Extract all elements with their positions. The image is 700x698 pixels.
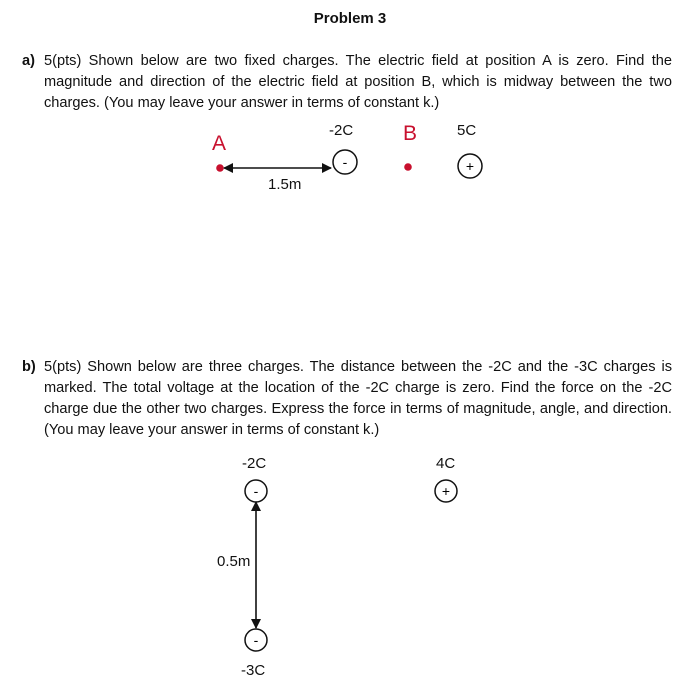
charge-sign: - xyxy=(253,632,259,648)
negative-charge-icon xyxy=(333,150,357,174)
charge-neg3-label: -3C xyxy=(241,662,266,679)
point-a-dot xyxy=(216,164,224,172)
positive-charge-icon xyxy=(458,154,482,178)
charge-sign: - xyxy=(253,483,259,499)
part-b-text: 5(pts) Shown below are three charges. The distance between the -2C and the -3C charges is marked. The total voltage at the location of the -2C charge is zero. Find the force on the -2C charge due the other two charges. Express the force in terms of magnitude, angle, and direction. (You may leave your answer in terms of constant k.) xyxy=(44,359,672,438)
distance-label-b: 0.5m xyxy=(217,553,251,570)
charge-neg2-label-b: -2C xyxy=(242,455,267,472)
point-b-dot xyxy=(404,163,412,171)
point-a-label: A xyxy=(212,132,227,155)
part-a-marker: a) xyxy=(22,53,35,69)
distance-label-a: 1.5m xyxy=(268,176,302,193)
part-b-marker: b) xyxy=(22,359,36,375)
charge-4c-label: 4C xyxy=(436,455,456,472)
charge-sign: + xyxy=(465,158,475,174)
problem-title: Problem 3 xyxy=(313,10,387,27)
charge-sign: - xyxy=(342,154,348,170)
charge-sign: + xyxy=(441,483,451,499)
charge-neg2-label: -2C xyxy=(329,122,354,139)
negative-charge-icon xyxy=(245,480,267,502)
point-b-label: B xyxy=(403,122,418,145)
part-a-text: 5(pts) Shown below are two fixed charges. The electric field at position A is zero. Find the magnitude and direction of the electric field at position B, which is midway between the two charges. (You may leave your answer in terms of constant k.) xyxy=(44,53,672,111)
negative-charge-icon xyxy=(245,629,267,651)
positive-charge-icon xyxy=(435,480,457,502)
charge-5c-label: 5C xyxy=(457,122,477,139)
